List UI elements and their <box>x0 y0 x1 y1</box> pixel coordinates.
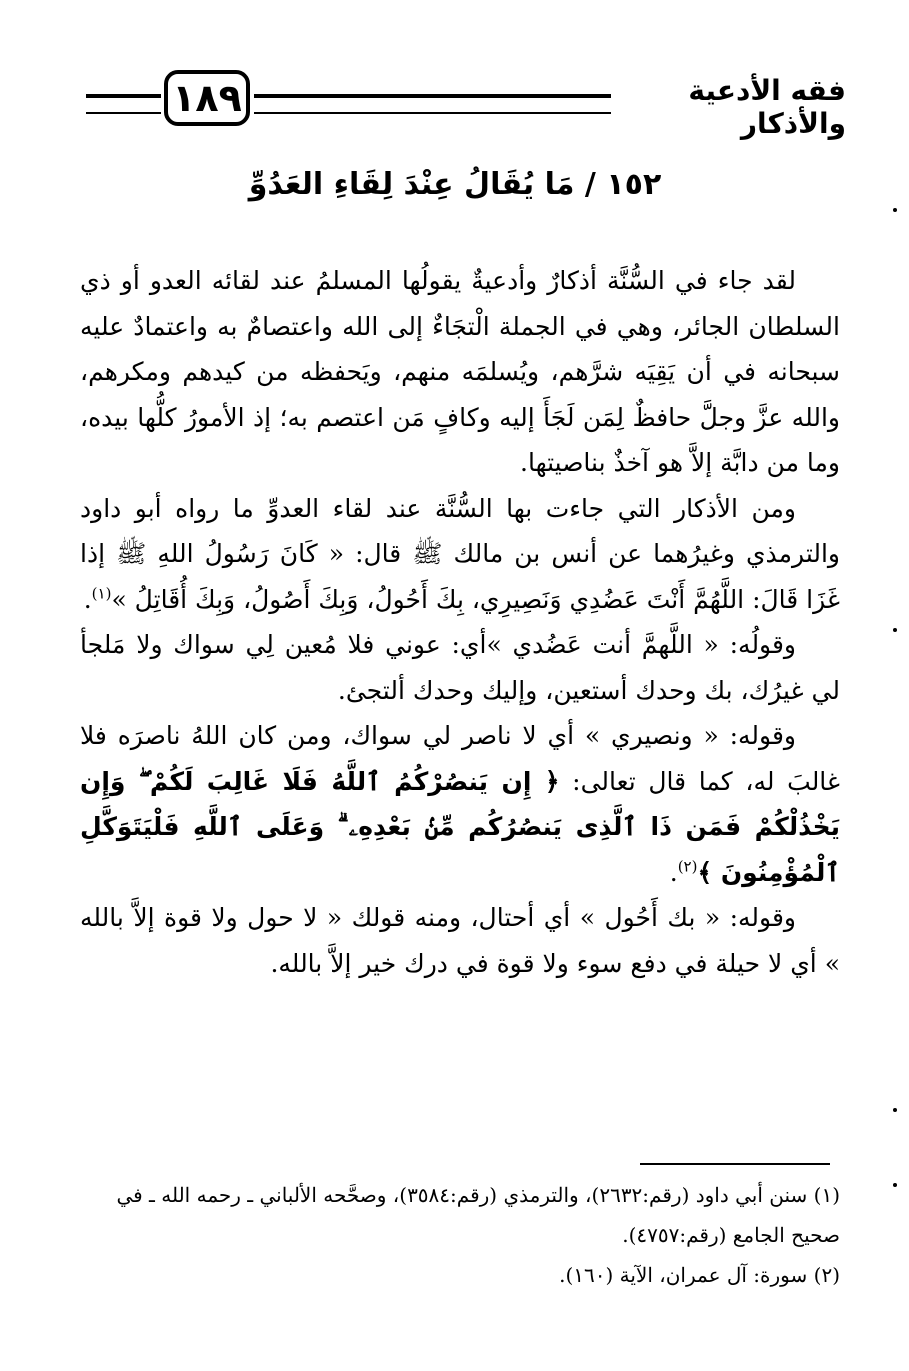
chapter-title: ١٥٢ / مَا يُقَالُ عِنْدَ لِقَاءِ العَدُوِّ <box>248 167 662 202</box>
paragraph-4-end: . <box>669 857 678 887</box>
paragraph-2-text: ومن الأذكار التي جاءت بها السُّنَّة عند لقاء العدوِّ ما رواه أبو داود والترمذي وغيرُهما عن أنس بن مالك ﷺ قال: « كَانَ رَسُولُ اللهِ ﷺ إذا غَزَا قَالَ: اللَّهُمَّ أَنْتَ عَضُدِي وَنَصِيرِي، بِكَ أَحُولُ، وَبِكَ أَصُولُ، وَبِكَ أُقَاتِلُ » <box>80 493 840 614</box>
margin-mark <box>893 1183 897 1187</box>
quran-verse: ﴿ إِن يَنصُرْكُمُ ٱللَّهُ فَلَا غَالِبَ لَكُمْ ۖ وَإِن يَخْذُلْكُمْ فَمَن ذَا ٱلَّذِى يَنصُرُكُم مِّنۢ بَعْدِهِۦ ۗ وَعَلَى ٱللَّهِ فَلْيَتَوَكَّلِ ٱلْمُؤْمِنُونَ ﴾ <box>80 766 840 887</box>
footnote-ref-1: (١) <box>91 584 112 603</box>
margin-mark <box>893 1108 897 1112</box>
running-head: فقه الأدعية والأذكار <box>688 74 846 140</box>
margin-mark <box>893 628 897 632</box>
page-number: ١٨٩ <box>164 70 250 126</box>
paragraph-4-text: وقوله: « ونصيري » أي لا ناصر لي سواك، ومن كان اللهُ ناصرَه فلا غالبَ له، كما قال تعالى: <box>80 721 840 796</box>
footnote-separator <box>640 1163 830 1165</box>
paragraph-2 <box>80 486 840 623</box>
paragraph-1: لقد جاء في السُّنَّة أذكارٌ وأدعيةٌ يقولُها المسلمُ عند لقائه العدو أو ذي السلطان الجائر، وهي في الجملة الْتجَاءٌ إلى الله واعتصامٌ به واعتمادٌ عليه سبحانه في أن يَقِيَه شرَّهم، ويُسلمَه منهم، ويَحفظه من كيدهم ومكرهم، والله عزَّ وجلَّ حافظٌ لِمَن لَجَأَ إليه وكافٍ مَن اعتصم به؛ إذ الأمورُ كلُّها بيده، وما من دابَّة إلاَّ هو آخذٌ بناصيتها. <box>80 266 840 477</box>
footnote-ref-2: (٢) <box>677 857 698 876</box>
header-rule-left <box>86 94 161 114</box>
footnotes <box>80 1175 840 1295</box>
footnote-1: (١) سنن أبي داود (رقم:٢٦٣٢)، والترمذي (رقم:٣٥٨٤)، وصحَّحه الألباني ـ رحمه الله ـ في صحيح الجامع (رقم:٤٧٥٧). <box>116 1183 840 1247</box>
paragraph-5: وقوله: « بك أَحُول » أي أحتال، ومنه قولك « لا حول ولا قوة إلاَّ بالله » أي لا حيلة في دفع سوء ولا قوة في درك خير إلاَّ بالله. <box>80 903 840 978</box>
header-rule-middle <box>254 94 611 114</box>
body-text <box>80 258 840 986</box>
paragraph-3: وقولُه: « اللَّهمَّ أنت عَضُدي »أي: عوني فلا مُعين لِي سواك ولا مَلجأ لي غيرُك، بك وحدك أستعين، وإليك وحدك ألتجئ. <box>80 630 840 705</box>
footnote-2: (٢) سورة: آل عمران، الآية (١٦٠). <box>559 1263 840 1287</box>
page-header <box>86 66 846 140</box>
margin-mark <box>893 208 897 212</box>
paragraph-4 <box>80 713 840 895</box>
paragraph-2-end: . <box>83 584 92 614</box>
